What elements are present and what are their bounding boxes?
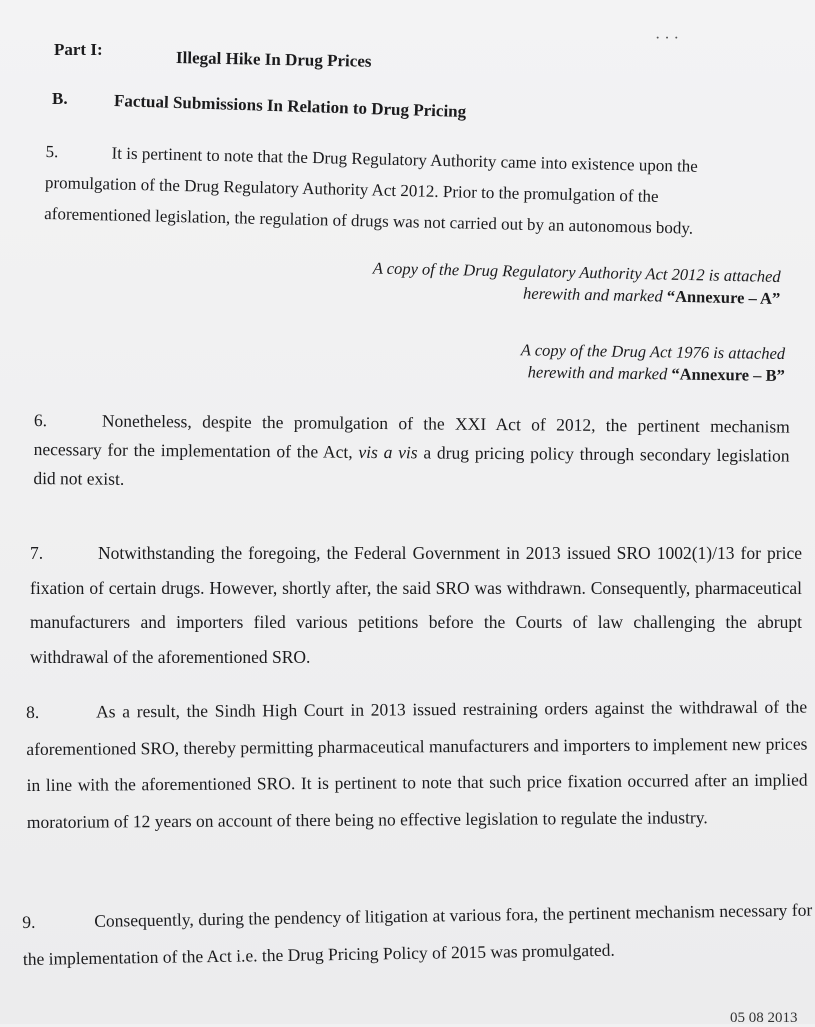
annexure-mark: “Annexure – A” [666,286,781,308]
paragraph-5 [44,136,776,246]
paragraph-text: Nonetheless, despite the promulgation of the XXI Act of 2012, the pertinent mechanism necessary for the implementation of the Act, [33,410,790,462]
part-title: Illegal Hike In Drug Prices [175,48,372,71]
paragraph-number: 5. [45,141,59,162]
annexure-a-note [372,257,781,310]
stray-dots: · · · [655,30,679,47]
paragraph-line: It is pertinent to note that the Drug Regulatory Authority came into existence upon the [111,143,699,176]
paragraph-number: 7. [30,543,44,563]
paragraph-number: 8. [26,701,40,722]
annexure-b-note [520,339,785,387]
footer-date-fragment: 05 08 2013 [730,1010,798,1026]
paragraph-text: As a result, the Sindh High Court in 2013 issued restraining orders against the withdrawal of the aforementioned SRO, thereby permitting pharmaceutical manufacturers and importers to implement new prices in line with the aforementioned SRO. It is pertinent to note that such price fixation occurred after an implied moratorium of 12 years on account of there being no effective legislation to regulate the industry. [26,696,808,832]
section-title: Factual Submissions In Relation to Drug Pricing [113,91,467,122]
annexure-line: herewith and marked [527,362,672,384]
section-label: B. [52,89,68,108]
paragraph-number: 9. [22,911,36,932]
annexure-line: A copy of the Drug Regulatory Authority Act 2012 is attached [372,258,781,286]
paragraph-italic: vis a vis [358,441,418,463]
paragraph-7 [30,536,802,674]
paragraph-number: 6. [33,409,48,431]
paragraph-line: promulgation of the Drug Regulatory Authority Act 2012. Prior to the promulgation of the [44,172,659,206]
paragraph-8 [26,689,808,840]
annexure-mark: “Annexure – B” [671,364,785,385]
paragraph-line: aforementioned legislation, the regulation of drugs was not carried out by an autonomous body. [44,203,694,238]
paragraph-text: Consequently, during the pendency of litigation at various fora, the pertinent mechanism necessary for the implementation of the Act i.e. the Drug Pricing Policy of 2015 was promulgated. [22,899,813,969]
paragraph-text: a drug pricing policy through secondary legislation did not exist. [33,442,790,489]
paragraph-text: Notwithstanding the foregoing, the Federal Government in 2013 issued SRO 1002(1)/13 for price fixation of certain drugs. However, shortly after, the said SRO was withdrawn. Consequently, pharmaceutical manufacturers and importers filed various petitions before the Courts of law challenging the abrupt withdrawal of the aforementioned SRO. [30,543,802,667]
annexure-line: herewith and marked [523,283,668,306]
annexure-line: A copy of the Drug Act 1976 is attached [520,340,785,363]
paragraph-9 [22,892,813,978]
paragraph-6 [33,406,790,500]
part-label: Part I: [54,40,103,59]
